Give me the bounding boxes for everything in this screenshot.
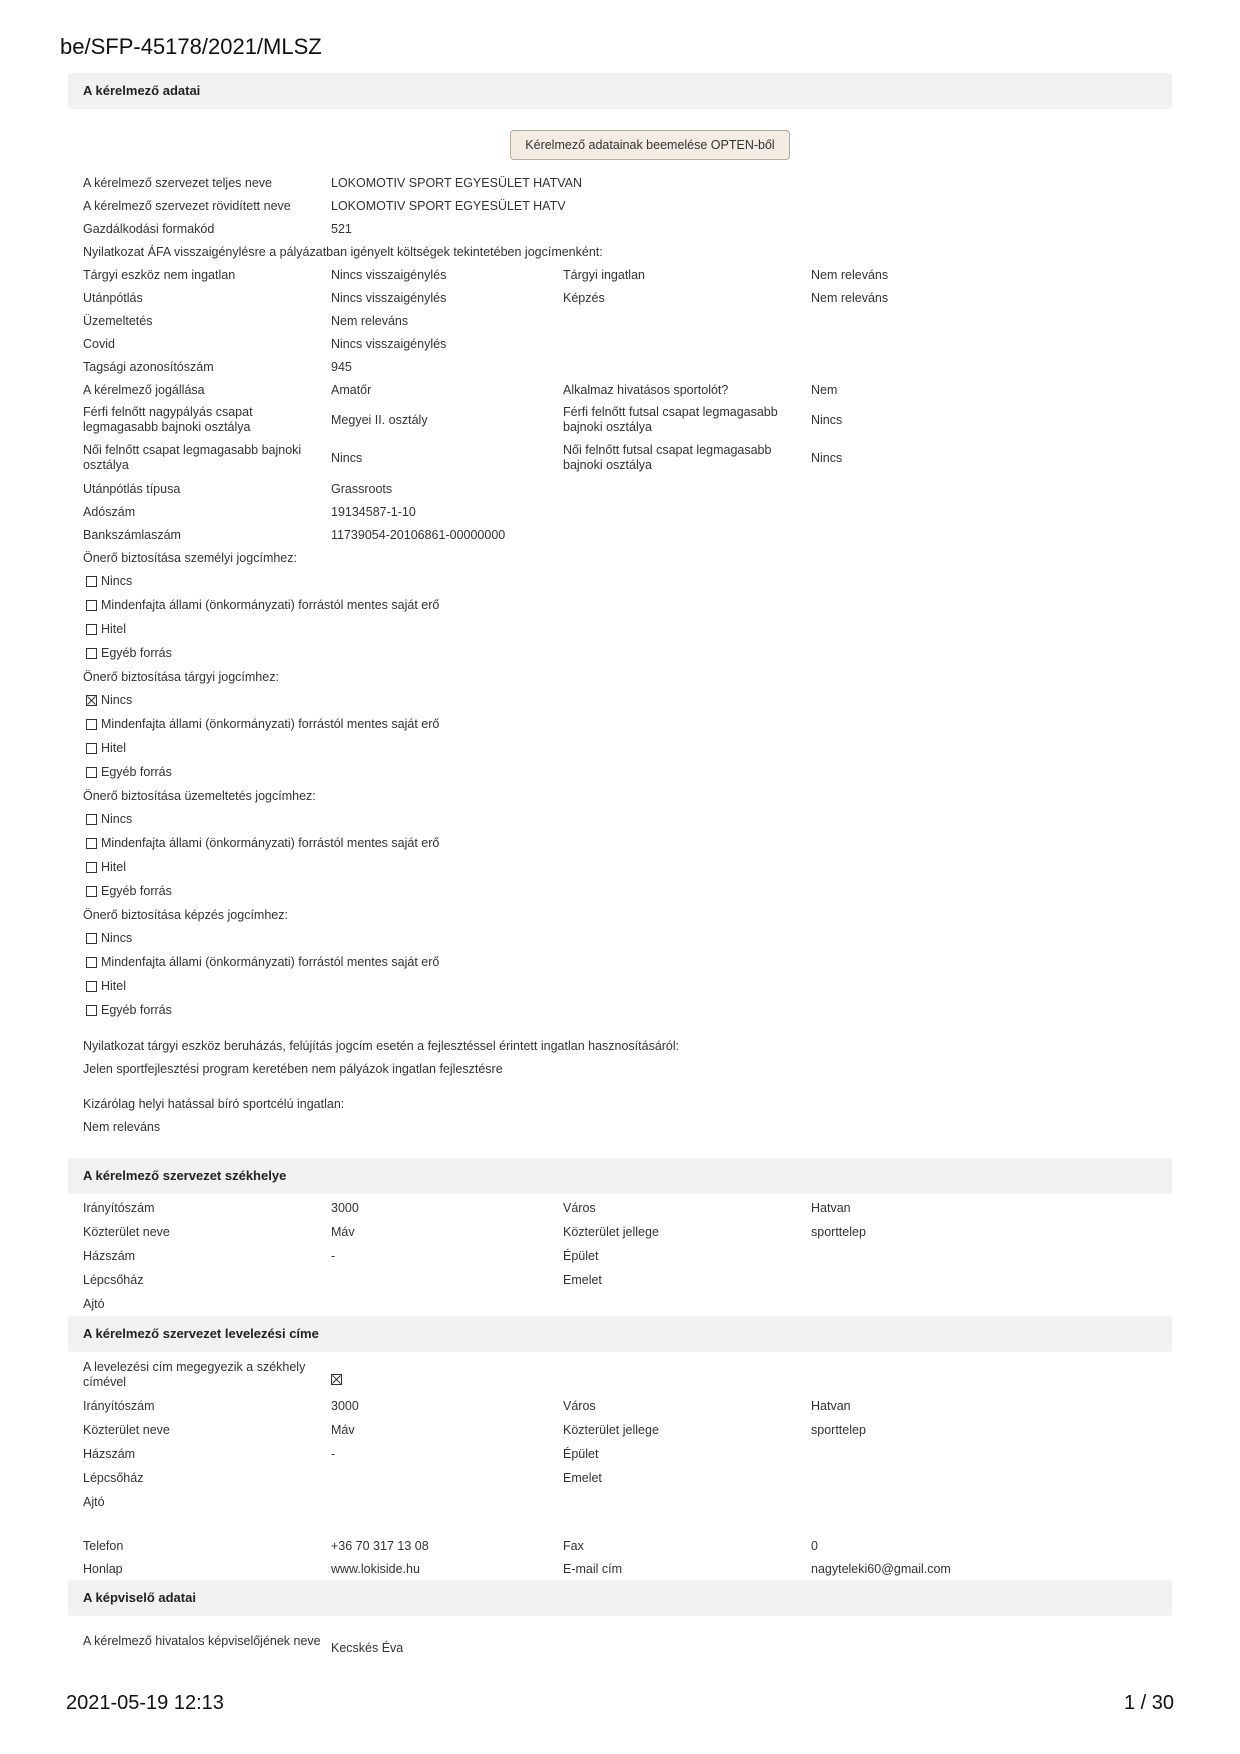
- field-value: Nincs: [331, 451, 363, 465]
- field-value: 3000: [331, 1201, 359, 1215]
- checkbox-label: Nincs: [101, 812, 133, 826]
- field-row: [68, 1220, 1172, 1244]
- field-row: [68, 309, 1172, 332]
- checkbox-option[interactable]: [68, 760, 1172, 784]
- section-header-representative: A képviselő adatai: [68, 1580, 1172, 1616]
- section-header-mailing: A kérelmező szervezet levelezési címe: [68, 1316, 1172, 1352]
- checkbox-label: Nincs: [101, 931, 133, 945]
- field-label: Közterület jellege: [563, 1423, 659, 1437]
- field-label: Lépcsőház: [83, 1273, 144, 1287]
- checkbox-label: Mindenfajta állami (önkormányzati) forrástól mentes saját erő: [101, 717, 440, 731]
- checkbox-label: Egyéb forrás: [101, 646, 172, 660]
- checkbox-option[interactable]: [68, 593, 1172, 617]
- checkbox-label: Nincs: [101, 693, 133, 707]
- checkbox-label: Mindenfajta állami (önkormányzati) forrástól mentes saját erő: [101, 955, 440, 969]
- field-value: Nem releváns: [811, 290, 889, 305]
- field-value: 945: [331, 359, 352, 374]
- field-value: nagyteleki60@gmail.com: [811, 1561, 951, 1576]
- field-value: +36 70 317 13 08: [331, 1538, 429, 1553]
- field-label: Ajtó: [83, 1297, 105, 1311]
- statement-value: Jelen sportfejlesztési program keretében nem pályázok ingatlan fejlesztésre: [83, 1061, 503, 1076]
- section-header-seat: A kérelmező szervezet székhelye: [68, 1158, 1172, 1194]
- field-row: [68, 263, 1172, 286]
- field-value: 3000: [331, 1399, 359, 1413]
- field-row: [68, 439, 1172, 477]
- checkbox-option[interactable]: [68, 998, 1172, 1022]
- field-row: [68, 1534, 1172, 1557]
- check-mark-icon: [87, 696, 96, 705]
- field-row: [68, 286, 1172, 309]
- field-row: [68, 1418, 1172, 1442]
- field-label: Üzemeltetés: [83, 313, 153, 328]
- field-value: Hatvan: [811, 1201, 851, 1215]
- checkbox-option[interactable]: [68, 926, 1172, 950]
- field-label: A kérelmező jogállása: [83, 382, 205, 397]
- own-funds-title: Önerő biztosítása személyi jogcímhez:: [83, 550, 297, 565]
- checkbox[interactable]: [86, 648, 97, 659]
- field-value: www.lokiside.hu: [331, 1561, 420, 1576]
- field-label: Alkalmaz hivatásos sportolót?: [563, 382, 729, 397]
- checkbox[interactable]: [86, 981, 97, 992]
- checkbox-label: Mindenfajta állami (önkormányzati) forrástól mentes saját erő: [101, 836, 440, 850]
- field-value: Nincs visszaigénylés: [331, 267, 447, 282]
- field-row: [68, 1292, 1172, 1316]
- field-label: Női felnőtt csapat legmagasabb bajnoki osztálya: [83, 443, 302, 472]
- field-row: [68, 1622, 1172, 1660]
- field-value: Máv: [331, 1423, 355, 1437]
- field-value: Nincs: [811, 451, 843, 465]
- field-label: Képzés: [563, 290, 605, 305]
- page-number: 1 / 30: [1123, 1692, 1174, 1714]
- field-label: Épület: [563, 1447, 599, 1461]
- field-label: E-mail cím: [563, 1561, 623, 1576]
- field-label: Közterület neve: [83, 1423, 170, 1437]
- field-label: Közterület neve: [83, 1225, 170, 1239]
- checkbox-label: Hitel: [101, 622, 127, 636]
- field-value: Nincs: [811, 413, 843, 427]
- field-label: A kérelmező szervezet teljes neve: [83, 175, 272, 190]
- checkbox[interactable]: [86, 600, 97, 611]
- field-value: sporttelep: [811, 1423, 866, 1437]
- field-label: Gazdálkodási formakód: [83, 221, 215, 236]
- print-timestamp: 2021-05-19 12:13: [66, 1692, 224, 1714]
- checkbox[interactable]: [86, 862, 97, 873]
- document-id: be/SFP-45178/2021/MLSZ: [60, 34, 322, 59]
- checkbox-label: Hitel: [101, 741, 127, 755]
- checkbox[interactable]: [86, 576, 97, 587]
- checkbox-option[interactable]: [68, 831, 1172, 855]
- checkbox-label: Hitel: [101, 860, 127, 874]
- field-label: Lépcsőház: [83, 1471, 144, 1485]
- checkbox-option[interactable]: [68, 974, 1172, 998]
- field-label: Város: [563, 1201, 596, 1215]
- field-label: Honlap: [83, 1561, 123, 1576]
- field-row: [68, 401, 1172, 439]
- checkbox-label: Hitel: [101, 979, 127, 993]
- field-label: Férfi felnőtt nagypályás csapat legmagasabb bajnoki osztálya: [83, 405, 253, 434]
- field-row: [68, 1244, 1172, 1268]
- own-funds-title: Önerő biztosítása üzemeltetés jogcímhez:: [83, 788, 316, 803]
- checkbox[interactable]: [86, 886, 97, 897]
- field-value: Grassroots: [331, 481, 393, 496]
- field-label: Irányítószám: [83, 1201, 155, 1215]
- checkbox-label: Mindenfajta állami (önkormányzati) forrástól mentes saját erő: [101, 598, 440, 612]
- field-row: [68, 1394, 1172, 1418]
- field-value: Nincs visszaigénylés: [331, 336, 447, 351]
- field-value: sporttelep: [811, 1225, 866, 1239]
- field-label: Női felnőtt futsal csapat legmagasabb bajnoki osztálya: [563, 443, 772, 472]
- field-value: 0: [811, 1538, 818, 1553]
- field-value: -: [331, 1447, 336, 1461]
- field-row: [68, 1466, 1172, 1490]
- import-opten-button[interactable]: Kérelmező adatainak beemelése OPTEN-ből: [510, 130, 789, 160]
- field-value: Nem releváns: [331, 313, 409, 328]
- checkbox[interactable]: [86, 695, 97, 706]
- field-label: Utánpótlás típusa: [83, 481, 181, 496]
- field-label: Házszám: [83, 1249, 136, 1263]
- field-value: Nincs visszaigénylés: [331, 290, 447, 305]
- field-label: Közterület jellege: [563, 1225, 659, 1239]
- field-label: Bankszámlaszám: [83, 527, 181, 542]
- checkbox[interactable]: [86, 814, 97, 825]
- field-label: A kérelmező szervezet rövidített neve: [83, 198, 291, 213]
- field-label: A kérelmező hivatalos képviselőjének neve: [83, 1633, 321, 1648]
- checkbox-label: Egyéb forrás: [101, 765, 172, 779]
- field-label: Épület: [563, 1249, 599, 1263]
- field-row: [68, 1490, 1172, 1514]
- field-row: [68, 332, 1172, 355]
- field-label: Házszám: [83, 1447, 136, 1461]
- checkbox[interactable]: [86, 743, 97, 754]
- afa-statement: Nyilatkozat ÁFA visszaigénylésre a pályázatban igényelt költségek tekintetében jogcímenként:: [83, 244, 603, 259]
- checkbox-option[interactable]: [68, 688, 1172, 712]
- field-label: Tárgyi ingatlan: [563, 267, 645, 282]
- same-address-checkbox[interactable]: [331, 1374, 342, 1385]
- field-value: 19134587-1-10: [331, 504, 416, 519]
- field-label: Emelet: [563, 1273, 602, 1287]
- field-row: [68, 1557, 1172, 1580]
- field-row: [68, 477, 1172, 500]
- checkbox-label: Egyéb forrás: [101, 1003, 172, 1017]
- checkbox-option[interactable]: [68, 879, 1172, 903]
- field-label: Fax: [563, 1538, 584, 1553]
- check-mark-icon: [332, 1375, 341, 1384]
- field-row: [68, 1196, 1172, 1220]
- field-value: Nem releváns: [811, 267, 889, 282]
- field-row: [68, 1268, 1172, 1292]
- field-label: Irányítószám: [83, 1399, 155, 1413]
- checkbox[interactable]: [86, 838, 97, 849]
- field-value: Nem: [811, 382, 838, 397]
- checkbox[interactable]: [86, 719, 97, 730]
- field-value: Megyei II. osztály: [331, 413, 428, 427]
- checkbox-option[interactable]: [68, 807, 1172, 831]
- field-value: -: [331, 1249, 336, 1263]
- field-row: [68, 355, 1172, 378]
- field-row: [68, 194, 1172, 217]
- field-label: Város: [563, 1399, 596, 1413]
- checkbox[interactable]: [86, 1005, 97, 1016]
- checkbox-option[interactable]: [68, 617, 1172, 641]
- checkbox-option[interactable]: [68, 736, 1172, 760]
- checkbox-option[interactable]: [68, 950, 1172, 974]
- checkbox-label: Egyéb forrás: [101, 884, 172, 898]
- statement-title: Nyilatkozat tárgyi eszköz beruházás, felújítás jogcím esetén a fejlesztéssel érintett ingatlan hasznosításáról:: [83, 1038, 680, 1053]
- field-label: Ajtó: [83, 1495, 105, 1509]
- checkbox-option[interactable]: [68, 569, 1172, 593]
- field-value: 521: [331, 221, 352, 236]
- field-label: Adószám: [83, 504, 136, 519]
- field-label: Utánpótlás: [83, 290, 143, 305]
- field-row: [68, 171, 1172, 194]
- field-value: Amatőr: [331, 382, 372, 397]
- field-value: 11739054-20106861-00000000: [331, 527, 506, 542]
- field-label: Telefon: [83, 1538, 124, 1553]
- checkbox[interactable]: [86, 933, 97, 944]
- checkbox-option[interactable]: [68, 855, 1172, 879]
- field-row: [68, 1442, 1172, 1466]
- field-label: Tagsági azonosítószám: [83, 359, 214, 374]
- checkbox-option[interactable]: [68, 712, 1172, 736]
- field-row: [68, 378, 1172, 401]
- checkbox[interactable]: [86, 957, 97, 968]
- field-row: [68, 500, 1172, 523]
- own-funds-title: Önerő biztosítása képzés jogcímhez:: [83, 907, 288, 922]
- section-header-applicant: A kérelmező adatai: [68, 73, 1172, 109]
- field-value: Kecskés Éva: [331, 1641, 404, 1655]
- checkbox-option[interactable]: [68, 641, 1172, 665]
- form-content: [68, 73, 1172, 1660]
- field-value: LOKOMOTIV SPORT EGYESÜLET HATV: [331, 198, 566, 213]
- statement-value: Nem releváns: [83, 1119, 161, 1134]
- field-row: [68, 217, 1172, 240]
- field-value: Hatvan: [811, 1399, 851, 1413]
- field-label: Férfi felnőtt futsal csapat legmagasabb bajnoki osztálya: [563, 405, 778, 434]
- checkbox-label: Nincs: [101, 574, 133, 588]
- checkbox[interactable]: [86, 624, 97, 635]
- field-label: A levelezési cím megegyezik a székhely címével: [83, 1360, 306, 1389]
- statement-title: Kizárólag helyi hatással bíró sportcélú ingatlan:: [83, 1096, 345, 1111]
- field-label: Covid: [83, 336, 115, 351]
- field-label: Emelet: [563, 1471, 602, 1485]
- field-value: LOKOMOTIV SPORT EGYESÜLET HATVAN: [331, 175, 582, 190]
- field-label: Tárgyi eszköz nem ingatlan: [83, 267, 236, 282]
- checkbox[interactable]: [86, 767, 97, 778]
- field-row: [68, 523, 1172, 546]
- field-value: Máv: [331, 1225, 355, 1239]
- own-funds-title: Önerő biztosítása tárgyi jogcímhez:: [83, 669, 279, 684]
- field-row: [68, 1356, 1172, 1394]
